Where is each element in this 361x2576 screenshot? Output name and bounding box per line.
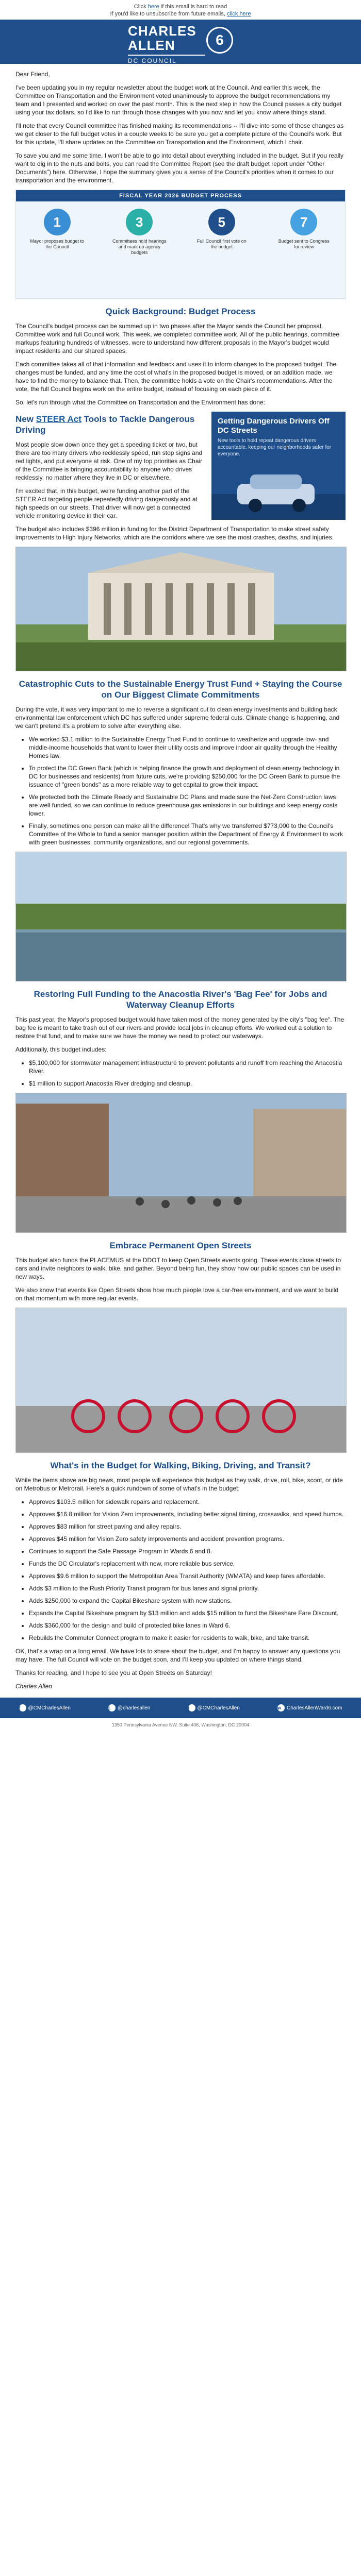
list-item: • Approves $45 million for Vision Zero safety improvements and accident prevention programs. — [29, 1535, 346, 1543]
social-link[interactable] — [277, 1704, 342, 1711]
intro-paragraph-1: I've been updating you in my regular newsletter about the budget work at the Council. And earlier this week, the Committee on Transportation and the Environment voted unanimously to approve the budget recommendations my team and I presented and worked on over the past month. This is the next step in how the Council passes a city budget using your tax dollars, so I'd like to run through those changes with you now and let you know where things stand. — [15, 84, 342, 116]
building-image — [16, 547, 346, 671]
bag-fee-paragraph-2: Additionally, this budget includes: — [15, 1046, 107, 1053]
list-item: • Finally, sometimes one person can make all the difference! That's why we transferred $773,000 to the Council's Committee of the Whole to fund a senior manager position within the Department of Energy & Environment to work with green businesses, community organizations, and our regional governments. — [29, 822, 346, 846]
bag-fee-list — [15, 1059, 346, 1088]
step-number: 1 — [44, 209, 71, 235]
steer-paragraph-1: Most people slow down once they get a speeding ticket or two, but there are too many drivers who recklessly speed, run stop signs and red lights, and put everyone at risk. One of my top priorities as Chair of the Committee is bringing accountability to anyone who drives recklessly, no matter where they live in DC or elsewhere. — [15, 441, 203, 481]
step-caption: Committees hold hearings and mark up agency budgets — [112, 239, 167, 255]
walking-biking-title: What's in the Budget for Walking, Biking, Driving, and Transit? — [50, 1461, 311, 1470]
list-item: • $5,100,000 for stormwater management infrastructure to prevent pollutants and runoff from reaching the Anacostia River. — [29, 1059, 346, 1075]
quick-background-title: Quick Background: Budget Process — [105, 307, 256, 316]
social-label: CharlesAllenWard6.com — [286, 1705, 342, 1711]
view-online-link[interactable]: here — [147, 4, 159, 10]
charles-allen-logo: CHARLES ALLEN DC COUNCIL 6 — [128, 24, 233, 60]
river-photo — [15, 852, 347, 981]
list-item: • We worked $3.1 million to the Sustainable Energy Trust Fund to continue to weatherize and upgrade low- and middle-income households that want to lower their utility costs and improve indoor air quality through the Healthy Homes law. — [29, 735, 346, 760]
walking-list — [15, 1498, 346, 1642]
social-label: @CMCharlesAllen — [197, 1705, 240, 1711]
budget-process-graphic — [15, 190, 346, 299]
car-icon — [211, 458, 346, 520]
intro-paragraph-3: To save you and me some time, I won't be able to go into detail about everything included in the budget. But if you really want to dig in to the nuts and bolts, you can read the Committee Report (see the draft budget report under "Other Documents") here. Otherwise, I hope the summary gives you a sense of the Council's priorities when it comes to our transportation and the environment. — [15, 152, 344, 184]
steer-paragraph-3: The budget also includes $396 million in funding for the District Department of Transportation to make street safety improvements to High Injury Networks, which are the corridors where we see the most crashes, deaths, and injuries. — [15, 526, 334, 541]
list-item: • Approves $103.5 million for sidewalk repairs and replacement. — [29, 1498, 346, 1506]
masthead — [0, 20, 361, 64]
step-number: 7 — [290, 209, 317, 235]
step-caption: Full Council first vote on the budget — [196, 239, 247, 249]
social-icon: t — [108, 1704, 116, 1711]
ward-badge: 6 — [206, 27, 233, 54]
open-streets-photo — [15, 1093, 347, 1233]
list-item: • Adds $360,000 for the design and build of protected bike lanes in Ward 6. — [29, 1621, 346, 1630]
open-streets-title: Embrace Permanent Open Streets — [109, 1241, 252, 1250]
walking-paragraph-3: Thanks for reading, and I hope to see you at Open Streets on Saturday! — [15, 1669, 212, 1676]
trust-list — [15, 735, 346, 846]
step-number: 3 — [126, 209, 153, 235]
social-label: @CMCharlesAllen — [28, 1705, 71, 1711]
list-item: • Approves $16.8 million for Vision Zero improvements, including better signal timing, crosswalks, and speed humps. — [29, 1510, 346, 1518]
social-footer — [0, 1698, 361, 1718]
quick-background-paragraph-2: Each committee takes all of that information and feedback and uses it to inform changes to the proposed budget. The changes must be funded, and any time the cost of what's in the proposed budget is moved, or an addition made, we have to find the money to balance that. Then, the committee holds a vote on the Chair's recommendations. After the vote, the full Council begins work on the entire budget, instead of focusing on each piece of it. — [15, 361, 337, 393]
steer-act-link[interactable]: STEER Act — [36, 414, 81, 424]
list-item: • To protect the DC Green Bank (which is helping finance the growth and deployment of clean energy technology in DC for businesses and residents) from future cuts, we're providing $250,000 for the DC Green Bank to pursue the issuance of "green bonds" as a more reliable way to get capital to grow their impact. — [29, 764, 346, 789]
list-item: • Funds the DC Circulator's replacement with new, more reliable bus service. — [29, 1560, 346, 1568]
step-caption: Budget sent to Congress for review — [278, 239, 330, 249]
budget-step — [194, 209, 250, 256]
list-item: • Adds $250,000 to expand the Capital Bikeshare system with new stations. — [29, 1597, 346, 1605]
council-building-photo — [15, 547, 347, 671]
open-streets-image — [16, 1093, 346, 1232]
list-item: • Expands the Capital Bikeshare program by $13 million and adds $15 million to fund the Bikeshare Fare Discount. — [29, 1609, 346, 1617]
list-item: • Approves $9.6 million to support the Metropolitan Area Transit Authority (WMATA) and keep fares affordable. — [29, 1572, 346, 1580]
budget-steps — [16, 201, 345, 256]
social-icon: w — [277, 1704, 285, 1711]
trust-paragraph-1: During the vote, it was very important to me to reverse a significant cut to clean energy investments and building back environmental law enforcement which DC has suffered under supreme federal cuts. Climate change is happening, and we can't pretend it's a problem to solve after everything else. — [15, 706, 340, 730]
list-item: • Approves $83 million for street paving and alley repairs. — [29, 1522, 346, 1531]
budget-step — [29, 209, 85, 256]
list-item: • $1 million to support Anacostia River dredging and cleanup. — [29, 1079, 346, 1088]
step-number: 5 — [208, 209, 235, 235]
social-link[interactable] — [19, 1704, 71, 1711]
bag-fee-title: Restoring Full Funding to the Anacostia River's 'Bag Fee' for Jobs and Waterway Cleanup Efforts — [34, 989, 327, 1010]
signoff: Charles Allen — [15, 1683, 52, 1690]
footer-address: 1350 Pennsylvania Avenue NW, Suite 406, Washington, DC 20004 — [111, 1722, 250, 1727]
step-caption: Mayor proposes budget to the Council — [30, 239, 85, 249]
steer-paragraph-2: I'm excited that, in this budget, we're funding another part of the STEER Act targeting people repeatedly driving dangerously and at high speeds on our streets. That driver will now get a connected vehicle monitoring device in their car. — [15, 487, 198, 519]
steer-act-title: New STEER Act Tools to Tackle Dangerous Driving — [15, 414, 195, 435]
budget-step — [111, 209, 167, 256]
social-link[interactable] — [188, 1704, 240, 1711]
social-icon: f — [19, 1704, 26, 1711]
bikeshare-image — [16, 1308, 346, 1452]
top-note: Click here if this email is hard to read If you'd like to unsubscribe from future emails, click here — [110, 4, 251, 17]
steer-act-graphic: Getting Dangerous Drivers Off DC Streets New tools to hold repeat dangerous drivers accountable, keeping our neighborhoods safer for everyone. — [211, 412, 346, 520]
list-item: • We protected both the Climate Ready and Sustainable DC Plans and made sure the Net-Zero Construction laws are well funded, so we can continue to reduce greenhouse gas emissions in our buildings and keep energy costs lower. — [29, 793, 346, 818]
social-label: @charlesallen — [117, 1705, 151, 1711]
quick-background-paragraph-3: So, let's run through what the Committee on Transportation and the Environment has done: — [15, 399, 265, 406]
list-item: • Continues to support the Safe Passage Program in Wards 6 and 8. — [29, 1547, 346, 1555]
budget-process-header: FISCAL YEAR 2026 BUDGET PROCESS — [16, 190, 345, 201]
email-body — [15, 70, 346, 1690]
list-item: • Adds $3 million to the Rush Priority Transit program for bus lanes and signal priority. — [29, 1584, 346, 1592]
river-image — [16, 852, 346, 981]
open-streets-paragraph-2: We also know that events like Open Streets show how much people love a car-free environment, and we want to build on that momentum with more regular events. — [15, 1286, 339, 1302]
quick-background-paragraph-1: The Council's budget process can be summed up in two phases after the Mayor sends the Council her proposal. Committee work and full Council work. This week, we completed committee work. All of the public hearings, committee markups featuring hundreds of witnesses, were to understand how different proposals in the Mayor's budget would impact residents and our shared spaces. — [15, 323, 340, 354]
unsubscribe-link[interactable]: click here — [227, 11, 251, 17]
list-item: • Rebuilds the Commuter Connect program to make it easier for residents to walk, bike, and take transit. — [29, 1634, 346, 1642]
social-icon: i — [188, 1704, 195, 1711]
social-link[interactable] — [108, 1704, 151, 1711]
walking-paragraph-1: While the items above are big news, most people will experience this budget as they walk, drive, roll, bike, scoot, or ride on Metrobus or Metrorail. Here's a quick rundown of some of what's in the budget: — [15, 1477, 343, 1492]
budget-step — [276, 209, 332, 256]
bikeshare-photo — [15, 1308, 347, 1453]
open-streets-paragraph-1: This budget also funds the PLACEMUS at the DDOT to keep Open Streets events going. These events close streets to cars and invite neighbors to walk, bike, and gather. Beyond being fun, they show how our public spaces can be used in new ways. — [15, 1257, 341, 1280]
intro-paragraph-2: I'll note that every Council committee has finished making its recommendations -- I'll dive into some of those changes as we get closer to the full budget votes in a couple weeks to be sure you get a complete picture of the Council's work. But for this update, I'll share updates on the Committee on Transportation and the Environment, which I chair. — [15, 122, 344, 146]
greeting: Dear Friend, — [15, 71, 50, 78]
bag-fee-paragraph-1: This past year, the Mayor's proposed budget would have taken most of the money generated by the city's "bag fee". The bag fee is meant to take trash out of our rivers and provide local jobs in cleanup efforts. We worked out a solution to restore that fund, and to make sure we have the money we need to protect our waterways. — [15, 1016, 344, 1040]
trust-fund-title: Catastrophic Cuts to the Sustainable Energy Trust Fund + Staying the Course on Our Biggest Climate Commitments — [19, 679, 342, 700]
walking-paragraph-2: OK, that's a wrap on a long email. We have lots to share about the budget, and I'm happy to answer any questions you may have. The full Council will vote on the budget soon, and I'll keep you updated on where things stand. — [15, 1648, 340, 1663]
